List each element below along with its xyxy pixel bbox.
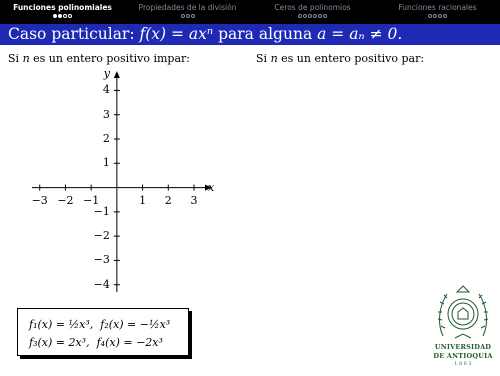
y-tick-label: 2 — [102, 132, 110, 145]
nav-section-label: Propiedades de la división — [138, 3, 237, 12]
y-tick-label: −1 — [93, 204, 110, 218]
caption-var: n — [270, 52, 278, 65]
caption-after: es un entero positivo par: — [277, 52, 425, 65]
x-tick-label: 3 — [190, 193, 198, 207]
logo-text-line-1: UNIVERSIDAD — [434, 343, 492, 351]
caption-before: Si — [256, 52, 271, 65]
formula-f2: f₂(x) = −½x³ — [100, 318, 171, 331]
formula-line-1 — [29, 318, 170, 331]
formula-f1: f₁(x) = ½x³, — [29, 318, 94, 331]
formula-f3: f₃(x) = 2x³, — [29, 336, 90, 349]
logo-text-year: 1 8 0 3 — [454, 362, 472, 367]
university-logo — [433, 284, 493, 370]
y-tick-label: −2 — [93, 229, 110, 243]
x-tick-label: 1 — [139, 193, 147, 207]
caption-before: Si — [8, 52, 23, 65]
x-tick-label: −2 — [57, 193, 74, 207]
title-condition: a = aₙ ≠ 0. — [317, 25, 403, 43]
y-tick-label: 4 — [102, 83, 110, 97]
nav-section-label: Funciones polinomiales — [13, 3, 112, 12]
x-axis-label: x — [208, 180, 215, 194]
formula-line-2 — [29, 336, 163, 349]
university-seal-icon — [433, 284, 493, 342]
caption-var: n — [22, 52, 30, 65]
title-function: f(x) = axⁿ — [139, 25, 214, 43]
formula-f4: f₄(x) = −2x³ — [96, 336, 163, 349]
y-tick-label: 3 — [102, 107, 110, 121]
formula-box — [17, 308, 189, 356]
nav-section-label: Funciones racionales — [398, 3, 477, 12]
y-tick-label: −3 — [93, 253, 110, 267]
x-tick-label: −3 — [31, 193, 48, 207]
title-prefix: Caso particular: — [8, 25, 140, 43]
title-middle: para alguna — [213, 25, 318, 43]
nav-section-label: Ceros de polinomios — [274, 3, 351, 12]
logo-text-line-2: DE ANTIOQUIA — [433, 352, 493, 360]
x-tick-label: 2 — [164, 193, 172, 207]
caption-after: es un entero positivo impar: — [29, 52, 190, 65]
y-tick-label: −4 — [93, 277, 110, 291]
y-tick-label: 1 — [102, 156, 110, 170]
x-tick-label: −1 — [83, 193, 100, 207]
y-axis-label: y — [103, 67, 110, 80]
y-axis-arrow-icon — [114, 71, 120, 78]
